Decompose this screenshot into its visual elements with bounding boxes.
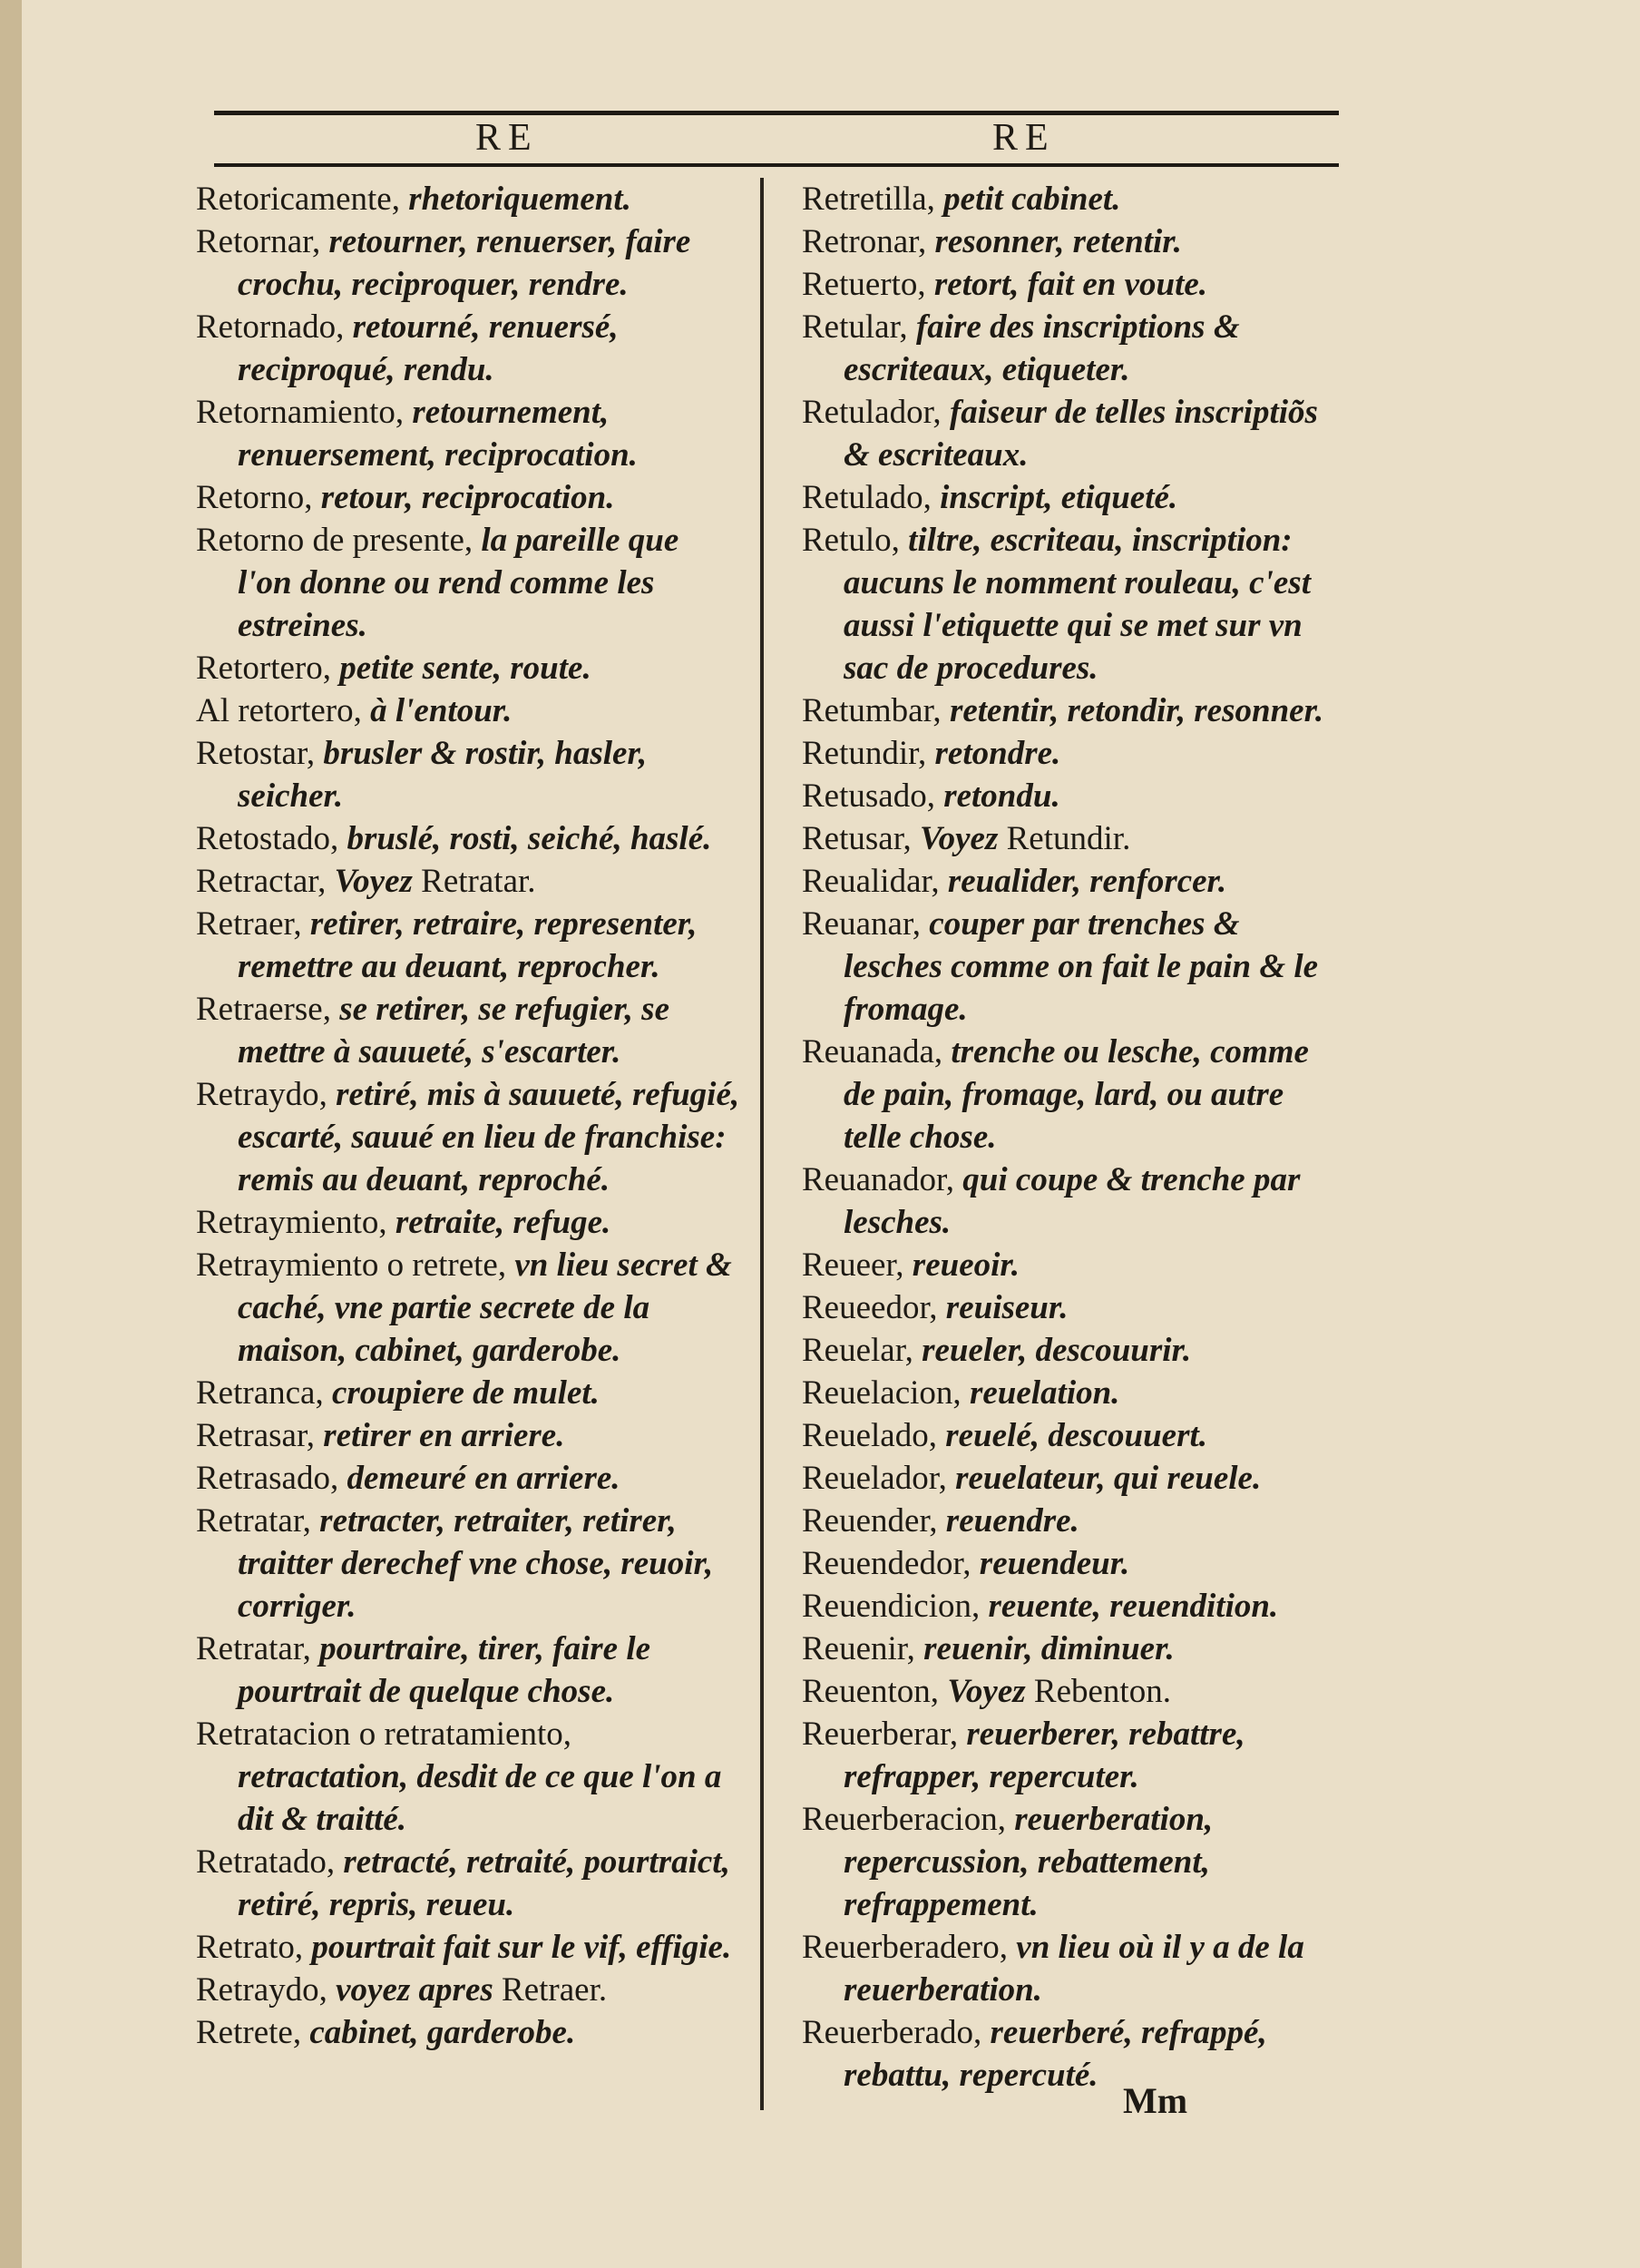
entry-headword: Retumbar, xyxy=(802,692,942,729)
entry-headword: Reueer, xyxy=(802,1246,904,1284)
entry-gloss: inscript, etiqueté. xyxy=(940,479,1178,516)
entry-headword: Retrete, xyxy=(196,2014,302,2051)
dictionary-entry xyxy=(196,1969,740,2011)
entry-gloss: Voyez xyxy=(920,820,999,857)
dictionary-entry xyxy=(802,817,1346,860)
entry-headword: Retrasado, xyxy=(196,1460,339,1497)
dictionary-entry xyxy=(196,1926,740,1969)
entry-headword: Retrasar, xyxy=(196,1417,316,1454)
dictionary-entry xyxy=(196,689,740,732)
entry-headword: Retular, xyxy=(802,308,908,346)
entry-gloss: retractation, desdit de ce que l'on a dit & traitté. xyxy=(238,1758,722,1838)
entry-headword: Retulo, xyxy=(802,522,900,559)
entry-gloss: retraite, refuge. xyxy=(395,1204,611,1241)
page-edge xyxy=(0,0,22,2268)
entry-gloss: qui coupe & trenche par lesches. xyxy=(844,1161,1301,1241)
dictionary-entry xyxy=(802,1031,1346,1158)
dictionary-entry xyxy=(196,647,740,689)
entry-gloss: reuendeur. xyxy=(979,1545,1130,1582)
entry-headword: Retranca, xyxy=(196,1374,324,1412)
dictionary-entry xyxy=(802,732,1346,775)
entry-gloss: petit cabinet. xyxy=(943,181,1121,218)
dictionary-entry xyxy=(196,1500,740,1628)
dictionary-entry xyxy=(802,1414,1346,1457)
entry-gloss: faiseur de telles inscriptiõs & escriteaux. xyxy=(844,394,1318,474)
dictionary-entry xyxy=(802,1713,1346,1798)
dictionary-entry xyxy=(196,860,740,903)
entry-headword: Retraydo, xyxy=(196,1971,327,2009)
entry-headword: Al retortero, xyxy=(196,692,362,729)
dictionary-entry xyxy=(802,1329,1346,1372)
dictionary-entry xyxy=(196,2011,740,2054)
entry-headword: Reuelar, xyxy=(802,1332,913,1369)
entry-headword: Retraerse, xyxy=(196,991,331,1028)
entry-gloss: vn lieu où il y a de la reuerberation. xyxy=(844,1929,1304,2009)
entry-headword: Retratar, xyxy=(196,1630,311,1667)
dictionary-entry xyxy=(802,1500,1346,1542)
entry-gloss: cabinet, garderobe. xyxy=(309,2014,576,2051)
entry-gloss: retort, fait en voute. xyxy=(933,266,1208,303)
dictionary-entry xyxy=(196,1713,740,1841)
entry-headword: Reuerberado, xyxy=(802,2014,982,2051)
entry-gloss: vn lieu secret & caché, vne partie secrete de la maison, cabinet, garderobe. xyxy=(238,1246,732,1369)
entry-headword: Retoricamente, xyxy=(196,181,400,218)
entry-gloss: retiré, mis à sauueté, refugié, escarté, sauué en lieu de franchise: remis au deuant, reproché. xyxy=(238,1076,740,1198)
entry-gloss: reuiseur. xyxy=(945,1289,1069,1326)
entry-headword: Retulado, xyxy=(802,479,932,516)
entry-gloss: retourné, renuersé, reciproqué, rendu. xyxy=(238,308,619,388)
entry-headword: Retorno de presente, xyxy=(196,522,473,559)
entry-crossref: Retraer. xyxy=(502,1971,608,2009)
entry-headword: Retratado, xyxy=(196,1843,336,1881)
entry-headword: Reuerberacion, xyxy=(802,1801,1006,1838)
dictionary-entry xyxy=(802,2011,1346,2097)
dictionary-entry xyxy=(802,1628,1346,1670)
dictionary-entry xyxy=(802,1926,1346,2011)
dictionary-entry xyxy=(196,1628,740,1713)
dictionary-entry xyxy=(196,178,740,220)
entry-crossref: Retratar. xyxy=(421,863,536,900)
entry-gloss: Voyez xyxy=(947,1673,1026,1710)
entry-gloss: croupiere de mulet. xyxy=(331,1374,600,1412)
entry-headword: Reuenir, xyxy=(802,1630,915,1667)
dictionary-entry xyxy=(196,220,740,306)
dictionary-entry xyxy=(802,1286,1346,1329)
entry-gloss: reualider, renforcer. xyxy=(947,863,1227,900)
entry-headword: Retraer, xyxy=(196,905,302,943)
entry-headword: Retostado, xyxy=(196,820,339,857)
dictionary-entry xyxy=(802,775,1346,817)
entry-gloss: reuenir, diminuer. xyxy=(923,1630,1175,1667)
entry-gloss: tiltre, escriteau, inscription: aucuns le nomment rouleau, c'est aussi l'etiquette qui se met sur vn sac de procedures. xyxy=(844,522,1311,687)
entry-gloss: à l'entour. xyxy=(370,692,512,729)
entry-headword: Reueedor, xyxy=(802,1289,938,1326)
entry-headword: Retronar, xyxy=(802,223,927,260)
entry-gloss: brusler & rostir, hasler, seicher. xyxy=(238,735,648,815)
entry-headword: Retretilla, xyxy=(802,181,935,218)
dictionary-entry xyxy=(802,476,1346,519)
entry-gloss: se retirer, se refugier, se mettre à sauueté, s'escarter. xyxy=(238,991,670,1070)
entry-headword: Reuanar, xyxy=(802,905,922,943)
entry-headword: Retundir, xyxy=(802,735,927,772)
dictionary-entry xyxy=(802,903,1346,1031)
entry-headword: Reuenton, xyxy=(802,1673,940,1710)
header-rule-top xyxy=(214,111,1339,115)
entry-headword: Retornado, xyxy=(196,308,345,346)
entry-headword: Retostar, xyxy=(196,735,316,772)
entry-gloss: reuendre. xyxy=(945,1502,1079,1540)
entry-headword: Retusar, xyxy=(802,820,912,857)
dictionary-entry xyxy=(196,903,740,988)
entry-headword: Retratacion o retratamiento, xyxy=(196,1716,572,1753)
dictionary-entry xyxy=(802,306,1346,391)
entry-gloss: retournement, renuersement, reciprocation. xyxy=(238,394,638,474)
entry-headword: Reuerberadero, xyxy=(802,1929,1009,1966)
entry-gloss: reuelateur, qui reuele. xyxy=(955,1460,1262,1497)
entry-headword: Reuanada, xyxy=(802,1033,943,1070)
entry-headword: Reuerberar, xyxy=(802,1716,959,1753)
entry-gloss: retondre. xyxy=(934,735,1061,772)
header-rule-bottom xyxy=(214,163,1339,167)
dictionary-entry xyxy=(196,1201,740,1244)
entry-gloss: retourner, renuerser, faire crochu, reciproquer, rendre. xyxy=(238,223,691,303)
entry-headword: Retornamiento, xyxy=(196,394,405,431)
dictionary-entry xyxy=(802,689,1346,732)
entry-gloss: faire des inscriptions & escriteaux, etiqueter. xyxy=(844,308,1240,388)
dictionary-entry xyxy=(802,1158,1346,1244)
entry-headword: Reuendicion, xyxy=(802,1588,981,1625)
dictionary-entry xyxy=(196,1457,740,1500)
dictionary-entry xyxy=(196,1244,740,1372)
entry-gloss: retracté, retraité, pourtraict, retiré, repris, reueu. xyxy=(238,1843,730,1923)
running-head-left: RE xyxy=(475,117,539,159)
dictionary-entry xyxy=(196,519,740,647)
dictionary-entry xyxy=(802,1542,1346,1585)
entry-gloss: pourtraire, tirer, faire le pourtrait de quelque chose. xyxy=(238,1630,651,1710)
entry-headword: Retraymiento, xyxy=(196,1204,387,1241)
dictionary-entry xyxy=(802,519,1346,689)
dictionary-entry xyxy=(196,817,740,860)
entry-headword: Reuender, xyxy=(802,1502,938,1540)
dictionary-entry xyxy=(802,860,1346,903)
entry-headword: Retraymiento o retrete, xyxy=(196,1246,507,1284)
dictionary-entry xyxy=(196,306,740,391)
entry-crossref: Rebenton. xyxy=(1033,1673,1171,1710)
entry-headword: Reuelador, xyxy=(802,1460,947,1497)
dictionary-entry xyxy=(196,1414,740,1457)
left-column xyxy=(196,178,740,2054)
dictionary-entry xyxy=(196,732,740,817)
column-divider xyxy=(760,178,764,2110)
entry-gloss: retirer en arriere. xyxy=(323,1417,565,1454)
entry-headword: Retrato, xyxy=(196,1929,304,1966)
entry-headword: Retractar, xyxy=(196,863,327,900)
dictionary-entry xyxy=(802,1798,1346,1926)
catchword: Mm xyxy=(1123,2080,1188,2121)
entry-gloss: petite sente, route. xyxy=(339,650,591,687)
dictionary-entry xyxy=(196,988,740,1073)
entry-gloss: la pareille que l'on donne ou rend comme les estreines. xyxy=(238,522,679,644)
entry-headword: Retorno, xyxy=(196,479,313,516)
entry-gloss: reuerberé, refrappé, rebattu, repercuté. xyxy=(844,2014,1267,2094)
entry-crossref: Retundir. xyxy=(1006,820,1131,857)
entry-headword: Retulador, xyxy=(802,394,942,431)
entry-headword: Retornar, xyxy=(196,223,321,260)
dictionary-entry xyxy=(802,1585,1346,1628)
entry-gloss: retracter, retraiter, retirer, traitter derechef vne chose, reuoir, corriger. xyxy=(238,1502,714,1625)
entry-gloss: trenche ou lesche, comme de pain, fromage, lard, ou autre telle chose. xyxy=(844,1033,1309,1156)
entry-gloss: reueler, descouurir. xyxy=(922,1332,1192,1369)
entry-headword: Retratar, xyxy=(196,1502,311,1540)
right-column xyxy=(802,178,1346,2097)
entry-gloss: Voyez xyxy=(334,863,413,900)
entry-gloss: pourtrait fait sur le vif, effigie. xyxy=(311,1929,732,1966)
dictionary-entry xyxy=(196,1841,740,1926)
dictionary-entry xyxy=(802,1457,1346,1500)
entry-gloss: resonner, retentir. xyxy=(934,223,1182,260)
dictionary-entry xyxy=(196,1372,740,1414)
entry-gloss: retondu. xyxy=(943,777,1060,815)
entry-gloss: reuelation. xyxy=(969,1374,1120,1412)
dictionary-entry xyxy=(196,391,740,476)
dictionary-entry xyxy=(802,178,1346,220)
entry-headword: Reuelacion, xyxy=(802,1374,962,1412)
running-head-right: RE xyxy=(992,117,1056,159)
dictionary-entry xyxy=(802,220,1346,263)
entry-gloss: reuerberer, rebattre, refrapper, repercuter. xyxy=(844,1716,1245,1795)
entry-gloss: rhetoriquement. xyxy=(408,181,631,218)
entry-gloss: reuente, reuendition. xyxy=(988,1588,1279,1625)
dictionary-entry xyxy=(802,1670,1346,1713)
entry-headword: Retraydo, xyxy=(196,1076,327,1113)
entry-headword: Reualidar, xyxy=(802,863,940,900)
entry-gloss: retirer, retraire, representer, remettre au deuant, reprocher. xyxy=(238,905,698,985)
entry-gloss: reueoir. xyxy=(912,1246,1020,1284)
entry-gloss: reuelé, descouuert. xyxy=(945,1417,1208,1454)
entry-headword: Reuendedor, xyxy=(802,1545,971,1582)
entry-gloss: retentir, retondir, resonner. xyxy=(949,692,1324,729)
entry-gloss: reuerberation, repercussion, rebattement, refrappement. xyxy=(844,1801,1214,1923)
entry-gloss: demeuré en arriere. xyxy=(347,1460,620,1497)
entry-gloss: retour, reciprocation. xyxy=(320,479,615,516)
entry-headword: Reuanador, xyxy=(802,1161,955,1198)
entry-gloss: couper par trenches & lesches comme on fait le pain & le fromage. xyxy=(844,905,1319,1028)
dictionary-entry xyxy=(196,476,740,519)
dictionary-entry xyxy=(802,1244,1346,1286)
entry-headword: Retortero, xyxy=(196,650,331,687)
entry-headword: Reuelado, xyxy=(802,1417,937,1454)
entry-headword: Retusado, xyxy=(802,777,935,815)
entry-headword: Retuerto, xyxy=(802,266,926,303)
entry-gloss: voyez apres xyxy=(336,1971,493,2009)
dictionary-entry xyxy=(802,263,1346,306)
dictionary-entry xyxy=(802,391,1346,476)
entry-gloss: bruslé, rosti, seiché, haslé. xyxy=(347,820,712,857)
dictionary-entry xyxy=(196,1073,740,1201)
dictionary-entry xyxy=(802,1372,1346,1414)
